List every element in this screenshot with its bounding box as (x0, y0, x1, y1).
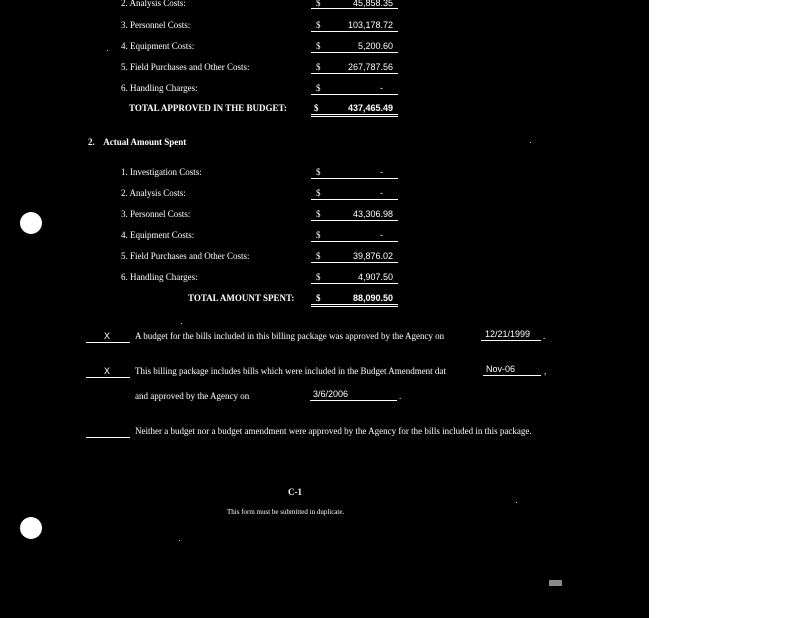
approved-row-amount: - (380, 83, 383, 93)
amount-underline (311, 52, 398, 53)
scan-speck (179, 540, 180, 541)
spent-row-currency: $ (316, 209, 321, 219)
spent-row-amount: 43,306.98 (352, 209, 393, 219)
statement-end-punct: . (399, 391, 402, 401)
amount-underline (311, 31, 398, 32)
spent-row-amount: - (380, 188, 383, 198)
scan-speck (516, 502, 517, 503)
approved-row-currency: $ (316, 41, 321, 51)
spent-row-currency: $ (316, 251, 321, 261)
date-blank-line (310, 400, 397, 401)
approved-row-currency: $ (316, 62, 321, 72)
statement-text: Neither a budget nor a budget amendment were approved by the Agency for the bills included in this package. (135, 426, 532, 436)
approved-row-currency: $ (316, 20, 321, 30)
scan-stamp-mark (549, 580, 562, 586)
amount-underline (311, 94, 398, 95)
punch-hole (20, 517, 42, 539)
amount-underline (311, 178, 398, 179)
section-heading: 2. Actual Amount Spent (88, 137, 187, 147)
statement-mark[interactable]: X (104, 366, 111, 376)
amount-underline (311, 262, 398, 263)
total-double-underline (311, 116, 398, 117)
approved-total-label: TOTAL APPROVED IN THE BUDGET: (129, 103, 287, 113)
approved-row-label: 6. Handling Charges: (121, 83, 198, 93)
approved-row-amount: 267,787.56 (347, 62, 393, 72)
spent-row-amount: - (380, 167, 383, 177)
statement-end-punct: , (544, 366, 547, 376)
scan-speck (530, 142, 531, 143)
statement-date-value[interactable]: 12/21/1999 (485, 329, 531, 339)
spent-row-amount: 4,907.50 (357, 272, 393, 282)
date-blank-line (483, 375, 541, 376)
approved-row-label: 5. Field Purchases and Other Costs: (121, 62, 250, 72)
statement-text: A budget for the bills included in this billing package was approved by the Agency on (135, 331, 445, 341)
approved-row-amount: 45,858.35 (352, 0, 393, 8)
spent-row-label: 6. Handling Charges: (121, 272, 198, 282)
page-number: C-1 (288, 487, 302, 497)
statement-amendment-value[interactable]: Nov-06 (486, 364, 516, 374)
spent-total-label: TOTAL AMOUNT SPENT: (188, 293, 295, 303)
amount-underline (311, 73, 398, 74)
spent-row-amount: 39,876.02 (352, 251, 393, 261)
duplicate-note: This form must be submitted in duplicate. (227, 508, 345, 516)
statement-mark[interactable]: X (104, 331, 111, 341)
approved-total-amount: 437,465.49 (347, 103, 393, 113)
approved-row-label: 4. Equipment Costs: (121, 41, 195, 51)
scan-speck (107, 50, 108, 51)
statement-end-punct: . (543, 331, 546, 341)
amount-underline (311, 283, 398, 284)
punch-hole (20, 212, 42, 234)
spent-row-currency: $ (316, 272, 321, 282)
statement-text: This billing package includes bills which were included in the Budget Amendment dat (135, 366, 446, 376)
approved-row-label: 3. Personnel Costs: (121, 20, 191, 30)
amount-underline (311, 241, 398, 242)
approved-row-currency: $ (316, 0, 321, 8)
spent-row-currency: $ (316, 188, 321, 198)
approved-row-amount: 103,178.72 (347, 20, 393, 30)
approved-row-amount: 5,200.60 (357, 41, 393, 51)
spent-row-label: 5. Field Purchases and Other Costs: (121, 251, 250, 261)
spent-total-currency: $ (316, 293, 321, 303)
spent-row-currency: $ (316, 167, 321, 177)
scan-speck (181, 323, 182, 324)
mark-blank-line (86, 437, 130, 438)
date-blank-line (481, 340, 541, 341)
spent-total-amount: 88,090.50 (352, 293, 393, 303)
approved-row-label: 2. Analysis Costs: (121, 0, 186, 8)
total-double-underline (311, 304, 398, 305)
statement-text-line2: and approved by the Agency on (135, 391, 250, 401)
total-double-underline (311, 306, 398, 307)
total-double-underline (311, 114, 398, 115)
spent-row-label: 3. Personnel Costs: (121, 209, 191, 219)
spent-row-label: 2. Analysis Costs: (121, 188, 186, 198)
mark-blank-line (86, 342, 130, 343)
amount-underline (311, 220, 398, 221)
mark-blank-line (86, 377, 130, 378)
statement-approval-date[interactable]: 3/6/2006 (313, 389, 349, 399)
spent-row-amount: - (380, 230, 383, 240)
spent-row-label: 1. Investigation Costs: (121, 167, 202, 177)
approved-row-currency: $ (316, 83, 321, 93)
spent-row-label: 4. Equipment Costs: (121, 230, 195, 240)
amount-underline (311, 8, 398, 9)
spent-row-currency: $ (316, 230, 321, 240)
amount-underline (311, 199, 398, 200)
approved-total-currency: $ (314, 103, 319, 113)
